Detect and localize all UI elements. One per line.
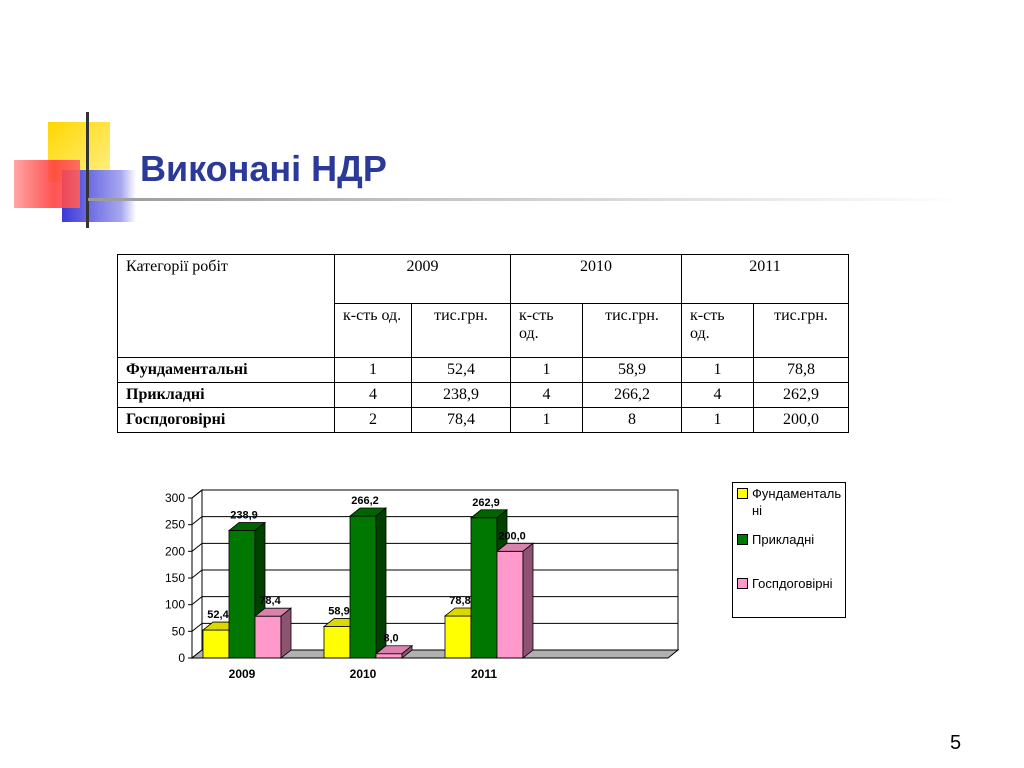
bar-front bbox=[445, 616, 471, 658]
decor-vertical-line bbox=[86, 112, 89, 228]
bar-value-label: 52,4 bbox=[207, 609, 229, 622]
bar-value-label: 78,4 bbox=[259, 595, 281, 608]
bar-front bbox=[229, 531, 255, 658]
legend-item bbox=[737, 531, 846, 548]
legend-swatch bbox=[737, 578, 748, 589]
table-subheader-count: к-сть од. bbox=[335, 304, 412, 358]
y-tick-label: 150 bbox=[164, 571, 185, 585]
table-header-year: 2011 bbox=[682, 255, 849, 304]
table-cell: 1 bbox=[511, 408, 583, 433]
legend-item bbox=[737, 485, 846, 519]
bar-side bbox=[281, 608, 291, 658]
page-number: 5 bbox=[950, 732, 962, 754]
row-category: Прикладні bbox=[118, 383, 335, 408]
x-tick-label: 2009 bbox=[228, 667, 256, 681]
row-category: Госпдоговірні bbox=[118, 408, 335, 433]
works-table bbox=[117, 254, 849, 433]
row-category: Фундаментальні bbox=[118, 358, 335, 383]
bar-value-label: 8,0 bbox=[383, 632, 399, 645]
bar-chart bbox=[140, 480, 700, 690]
decor-red-square bbox=[14, 160, 80, 208]
x-tick-label: 2010 bbox=[349, 667, 377, 681]
legend-swatch bbox=[737, 488, 748, 499]
bar-front bbox=[203, 630, 229, 658]
table-cell: 1 bbox=[335, 358, 412, 383]
table-subheader-count: к-сть од. bbox=[511, 304, 583, 358]
bar-value-label: 266,2 bbox=[351, 495, 379, 508]
table-header-year: 2010 bbox=[511, 255, 682, 304]
bar-side bbox=[523, 543, 533, 658]
y-tick-label: 100 bbox=[164, 597, 185, 612]
legend-swatch bbox=[737, 534, 748, 545]
table-header-year: 2009 bbox=[335, 255, 511, 304]
legend-item bbox=[737, 575, 846, 592]
bar-front bbox=[497, 551, 523, 658]
bar-front bbox=[350, 516, 376, 658]
bar-front bbox=[324, 627, 350, 658]
table-cell: 262,9 bbox=[754, 383, 849, 408]
y-tick-label: 0 bbox=[178, 651, 185, 665]
table-cell: 1 bbox=[682, 358, 754, 383]
bar-value-label: 58,9 bbox=[328, 605, 350, 618]
table-cell: 8 bbox=[583, 408, 682, 433]
table-subheader-sum: тис.грн. bbox=[412, 304, 511, 358]
table-subheader-sum: тис.грн. bbox=[583, 304, 682, 358]
bar-value-label: 200,0 bbox=[498, 530, 526, 543]
table-cell: 1 bbox=[682, 408, 754, 433]
table-cell: 52,4 bbox=[412, 358, 511, 383]
table-subheader-count: к-сть од. bbox=[682, 304, 754, 358]
y-tick-label: 300 bbox=[164, 491, 185, 505]
table-cell: 238,9 bbox=[412, 383, 511, 408]
table-row bbox=[118, 358, 849, 383]
table-cell: 200,0 bbox=[754, 408, 849, 433]
legend-label: Прикладні bbox=[752, 532, 815, 547]
table-cell: 4 bbox=[682, 383, 754, 408]
y-tick-label: 200 bbox=[164, 544, 185, 559]
x-tick-label: 2011 bbox=[470, 667, 498, 681]
table-cell: 266,2 bbox=[583, 383, 682, 408]
table-cell: 1 bbox=[511, 358, 583, 383]
table-cell: 78,8 bbox=[754, 358, 849, 383]
table-header-category: Категорії робіт bbox=[118, 255, 335, 358]
slide-title: Виконані НДР bbox=[140, 148, 387, 189]
table-cell: 4 bbox=[511, 383, 583, 408]
table-cell: 2 bbox=[335, 408, 412, 433]
bar-front bbox=[471, 518, 497, 658]
y-tick-label: 50 bbox=[171, 624, 185, 639]
bar-front bbox=[255, 616, 281, 658]
table-cell: 78,4 bbox=[412, 408, 511, 433]
table-cell: 58,9 bbox=[583, 358, 682, 383]
table-row bbox=[118, 383, 849, 408]
bar-value-label: 78,8 bbox=[449, 594, 471, 607]
legend-label: Фундаментальні bbox=[752, 486, 842, 518]
y-tick-label: 250 bbox=[164, 517, 185, 532]
table-row bbox=[118, 408, 849, 433]
chart-legend bbox=[732, 482, 846, 618]
bar-front bbox=[376, 654, 402, 658]
title-underline bbox=[88, 198, 968, 201]
table-cell: 4 bbox=[335, 383, 412, 408]
bar-value-label: 238,9 bbox=[230, 509, 258, 522]
bar-value-label: 262,9 bbox=[472, 496, 500, 509]
table-subheader-sum: тис.грн. bbox=[754, 304, 849, 358]
legend-label: Госпдоговірні bbox=[752, 576, 833, 591]
